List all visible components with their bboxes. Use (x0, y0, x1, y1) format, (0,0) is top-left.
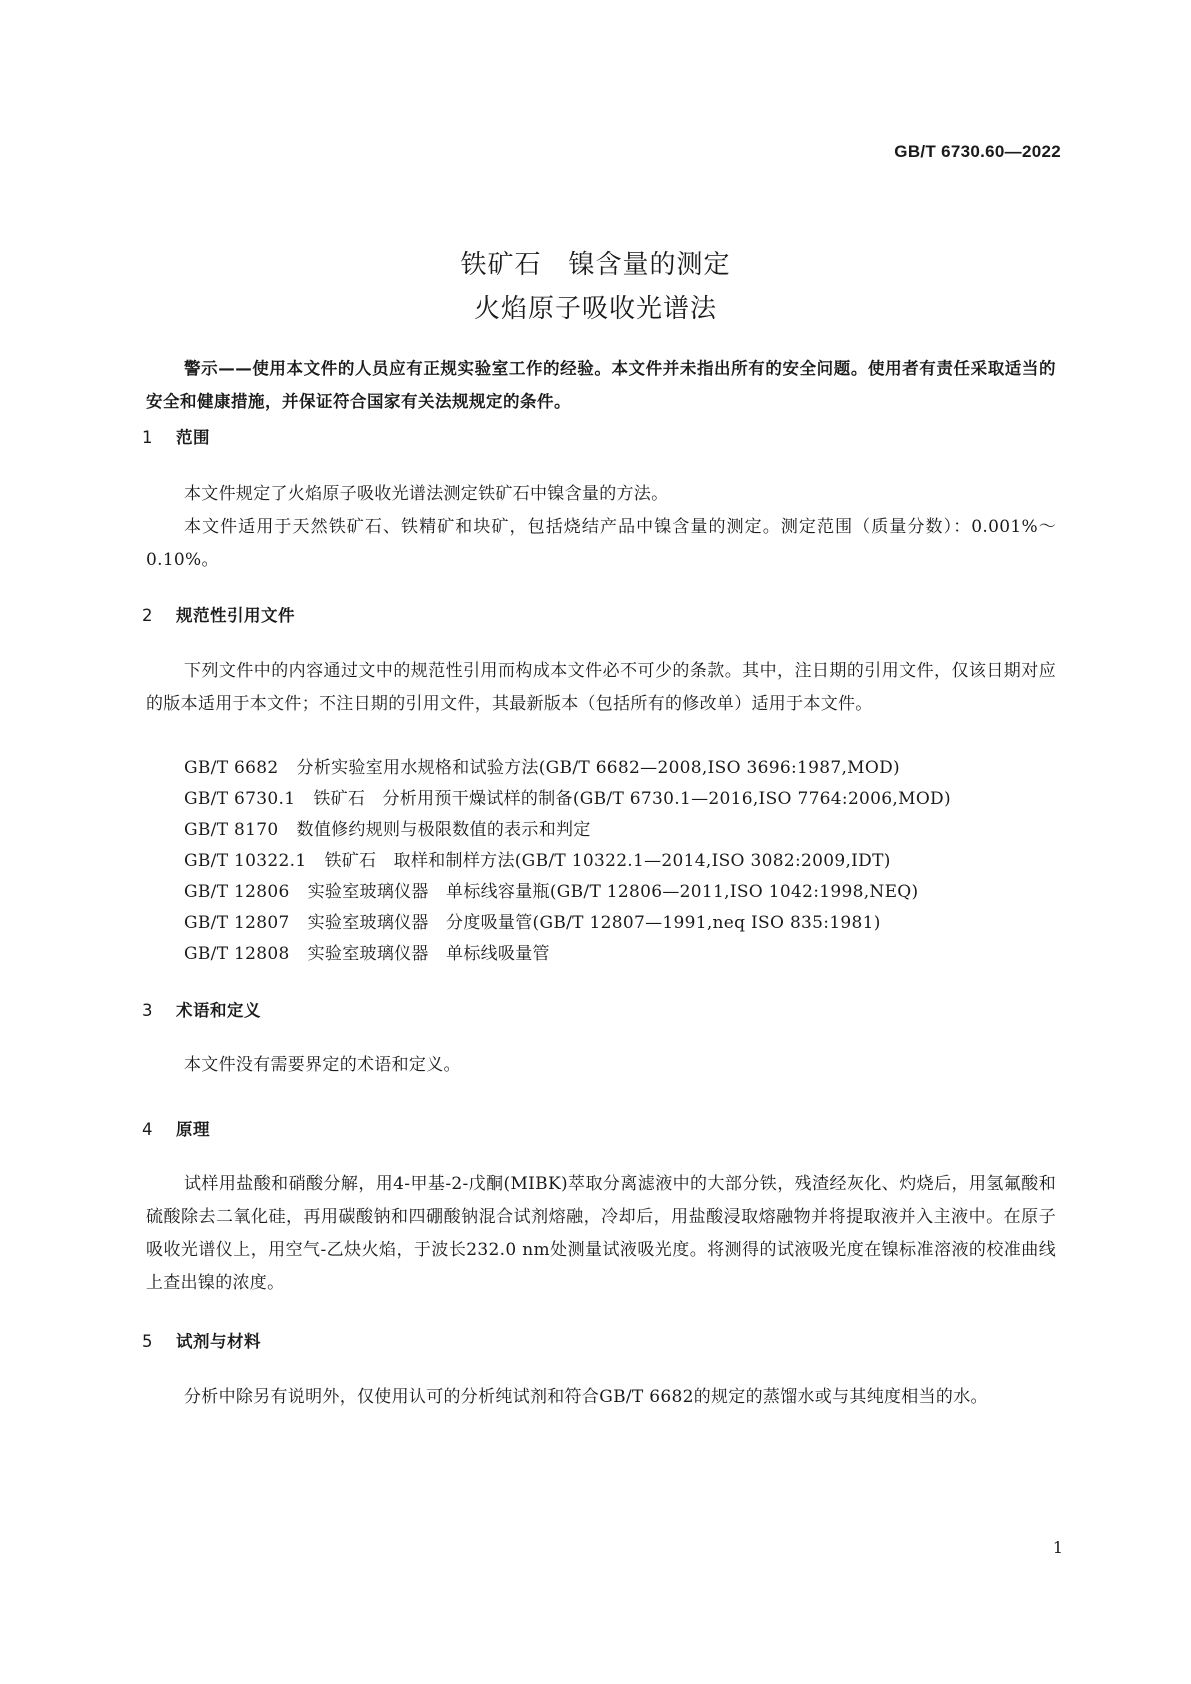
section-heading-scope (142, 424, 210, 448)
reference-item (184, 877, 918, 902)
reference-code: GB/T 12808 (184, 944, 290, 964)
reference-item (184, 784, 951, 809)
document-subtitle: 火焰原子吸收光谱法 (473, 294, 717, 324)
paragraph: 本文件规定了火焰原子吸收光谱法测定铁矿石中镍含量的方法。 (184, 484, 669, 504)
section-number: 3 (142, 1001, 153, 1020)
paragraph: 下列文件中的内容通过文中的规范性引用而构成本文件必不可少的条款。其中，注日期的引用文件，仅该日期对应的版本适用于本文件；不注日期的引用文件，其最新版本（包括所有的修改单）适用于本文件。 (146, 661, 1056, 714)
reference-code: GB/T 8170 (184, 820, 279, 840)
paragraph: 本文件没有需要界定的术语和定义。 (184, 1055, 461, 1075)
reference-text: 数值修约规则与极限数值的表示和判定 (296, 820, 591, 840)
reference-text: 铁矿石 取样和制样方法(GB/T 10322.1—2014,ISO 3082:2009,IDT) (324, 851, 891, 871)
paragraph: 分析中除另有说明外，仅使用认可的分析纯试剂和符合GB/T 6682的规定的蒸馏水或与其纯度相当的水。 (184, 1387, 988, 1407)
reference-item (184, 846, 891, 871)
reference-text: 实验室玻璃仪器 分度吸量管(GB/T 12807—1991,neq ISO 835:1981) (307, 913, 881, 933)
reference-text: 分析实验室用水规格和试验方法(GB/T 6682—2008,ISO 3696:1987,MOD) (296, 758, 900, 778)
reference-code: GB/T 10322.1 (184, 851, 307, 871)
reference-code: GB/T 12807 (184, 913, 290, 933)
reference-text: 实验室玻璃仪器 单标线吸量管 (307, 944, 550, 964)
safety-warning: 警示——使用本文件的人员应有正规实验室工作的经验。本文件并未指出所有的安全问题。使用者有责任采取适当的安全和健康措施，并保证符合国家有关法规规定的条件。 (146, 359, 1056, 411)
section-heading-principle (142, 1116, 210, 1140)
reference-text: 铁矿石 分析用预干燥试样的制备(GB/T 6730.1—2016,ISO 7764:2006,MOD) (313, 789, 951, 809)
section-heading-terms-definitions (142, 997, 261, 1021)
reference-code: GB/T 12806 (184, 882, 290, 902)
section-number: 1 (142, 428, 153, 447)
section-title: 术语和定义 (176, 1001, 261, 1020)
reference-text: 实验室玻璃仪器 单标线容量瓶(GB/T 12806—2011,ISO 1042:1998,NEQ) (307, 882, 919, 902)
reference-code: GB/T 6682 (184, 758, 279, 778)
paragraph: 本文件适用于天然铁矿石、铁精矿和块矿，包括烧结产品中镍含量的测定。测定范围（质量分数）：0.001%～0.10%。 (146, 517, 1056, 570)
page-number: 1 (1052, 1538, 1063, 1557)
section-heading-reagents-materials (142, 1328, 261, 1352)
section-title: 试剂与材料 (176, 1332, 261, 1351)
reference-item (184, 815, 591, 840)
reference-item (184, 753, 900, 778)
reference-code: GB/T 6730.1 (184, 789, 296, 809)
section-number: 4 (142, 1120, 153, 1139)
section-title: 范围 (176, 428, 210, 447)
paragraph: 试样用盐酸和硝酸分解，用4-甲基-2-戊酮(MIBK)萃取分离滤液中的大部分铁，残渣经灰化、灼烧后，用氢氟酸和硫酸除去二氧化硅，再用碳酸钠和四硼酸钠混合试剂熔融，冷却后，用盐酸浸取熔融物并将提取液并入主液中。在原子吸收光谱仪上，用空气-乙炔火焰，于波长232.0 nm处测量试液吸光度。将测得的试液吸光度在镍标准溶液的校准曲线上查出镍的浓度。 (146, 1174, 1056, 1293)
section-number: 5 (142, 1332, 153, 1351)
reference-item (184, 939, 550, 964)
document-title: 铁矿石 镍含量的测定 (460, 250, 731, 280)
section-heading-normative-references (142, 602, 295, 626)
reference-item (184, 908, 881, 933)
section-title: 规范性引用文件 (176, 606, 295, 625)
document-number: GB/T 6730.60—2022 (894, 142, 1061, 161)
section-title: 原理 (176, 1120, 210, 1139)
section-number: 2 (142, 606, 153, 625)
